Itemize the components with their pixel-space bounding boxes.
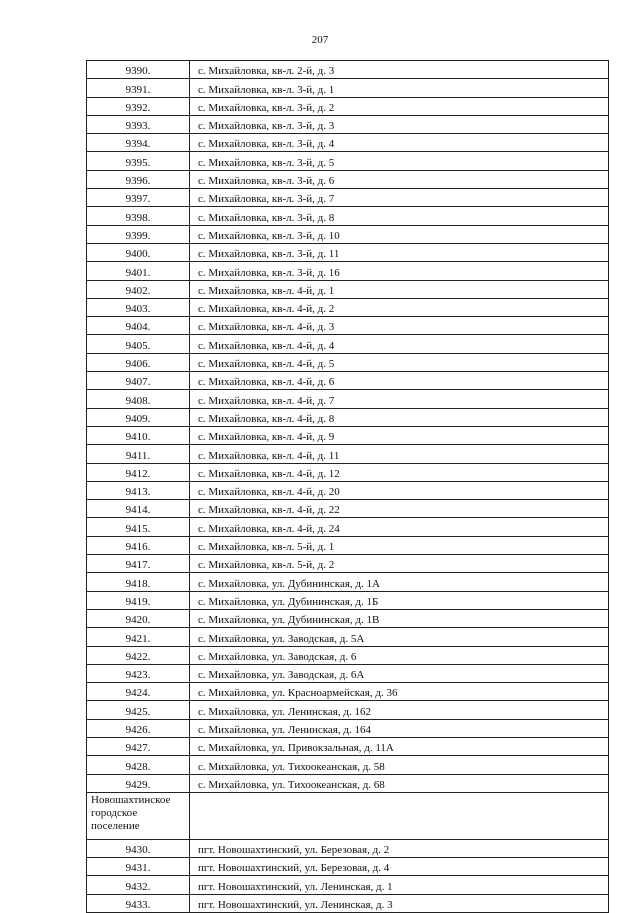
row-address: с. Михайловка, ул. Дубининская, д. 1А — [190, 573, 609, 591]
table-row — [87, 189, 609, 207]
row-address: с. Михайловка, кв-л. 4-й, д. 4 — [190, 335, 609, 353]
row-address: с. Михайловка, кв-л. 5-й, д. 2 — [190, 555, 609, 573]
row-address: с. Михайловка, кв-л. 4-й, д. 11 — [190, 445, 609, 463]
table-row — [87, 894, 609, 912]
row-address: с. Михайловка, кв-л. 3-й, д. 16 — [190, 262, 609, 280]
row-number: 9392. — [87, 97, 190, 115]
row-number: 9405. — [87, 335, 190, 353]
row-number: 9402. — [87, 280, 190, 298]
table-row — [87, 152, 609, 170]
row-number: 9398. — [87, 207, 190, 225]
row-address: пгт. Новошахтинский, ул. Березовая, д. 2 — [190, 839, 609, 857]
row-number: 9407. — [87, 372, 190, 390]
table-row — [87, 298, 609, 316]
table-row — [87, 207, 609, 225]
row-number: 9413. — [87, 481, 190, 499]
row-number: 9410. — [87, 426, 190, 444]
table-row — [87, 839, 609, 857]
row-number: 9430. — [87, 839, 190, 857]
row-address: с. Михайловка, ул. Ленинская, д. 162 — [190, 701, 609, 719]
table-row — [87, 61, 609, 79]
table-row — [87, 262, 609, 280]
row-address: с. Михайловка, ул. Заводская, д. 5А — [190, 628, 609, 646]
row-number: 9397. — [87, 189, 190, 207]
table-row — [87, 500, 609, 518]
row-number: 9433. — [87, 894, 190, 912]
row-number: 9425. — [87, 701, 190, 719]
row-number: 9416. — [87, 536, 190, 554]
table-row — [87, 858, 609, 876]
row-address: с. Михайловка, кв-л. 4-й, д. 9 — [190, 426, 609, 444]
table-row — [87, 115, 609, 133]
row-address: с. Михайловка, кв-л. 2-й, д. 3 — [190, 61, 609, 79]
table-row — [87, 719, 609, 737]
row-number: 9396. — [87, 170, 190, 188]
table-row — [87, 518, 609, 536]
row-address: с. Михайловка, кв-л. 4-й, д. 1 — [190, 280, 609, 298]
table-row — [87, 372, 609, 390]
table-row — [87, 280, 609, 298]
page-number: 207 — [311, 34, 329, 46]
row-address: пгт. Новошахтинский, ул. Березовая, д. 4 — [190, 858, 609, 876]
row-number: 9393. — [87, 115, 190, 133]
row-number: 9399. — [87, 225, 190, 243]
table-row — [87, 243, 609, 261]
row-number: 9421. — [87, 628, 190, 646]
row-number: 9417. — [87, 555, 190, 573]
table-row — [87, 756, 609, 774]
row-address: с. Михайловка, ул. Тихоокеанская, д. 58 — [190, 756, 609, 774]
table-row — [87, 876, 609, 894]
address-table — [86, 60, 609, 913]
row-number: 9424. — [87, 683, 190, 701]
table-row — [87, 97, 609, 115]
table-row — [87, 664, 609, 682]
row-number: 9432. — [87, 876, 190, 894]
row-address: с. Михайловка, кв-л. 3-й, д. 1 — [190, 79, 609, 97]
row-address: с. Михайловка, кв-л. 3-й, д. 8 — [190, 207, 609, 225]
table-row — [87, 79, 609, 97]
row-number: 9422. — [87, 646, 190, 664]
row-address: с. Михайловка, ул. Заводская, д. 6А — [190, 664, 609, 682]
table-row — [87, 408, 609, 426]
table-row — [87, 609, 609, 627]
row-address: с. Михайловка, кв-л. 4-й, д. 20 — [190, 481, 609, 499]
row-address: с. Михайловка, ул. Привокзальная, д. 11А — [190, 737, 609, 755]
row-address: с. Михайловка, кв-л. 3-й, д. 7 — [190, 189, 609, 207]
table-row — [87, 445, 609, 463]
row-number: 9391. — [87, 79, 190, 97]
row-number: 9394. — [87, 134, 190, 152]
row-address: с. Михайловка, кв-л. 3-й, д. 11 — [190, 243, 609, 261]
row-address: с. Михайловка, кв-л. 3-й, д. 4 — [190, 134, 609, 152]
row-address: с. Михайловка, кв-л. 3-й, д. 5 — [190, 152, 609, 170]
row-address: с. Михайловка, кв-л. 3-й, д. 3 — [190, 115, 609, 133]
table-row — [87, 573, 609, 591]
row-number: 9423. — [87, 664, 190, 682]
table-row — [87, 555, 609, 573]
row-address: с. Михайловка, кв-л. 4-й, д. 6 — [190, 372, 609, 390]
table-row — [87, 426, 609, 444]
table-row — [87, 737, 609, 755]
row-number: 9419. — [87, 591, 190, 609]
table-row — [87, 335, 609, 353]
row-address: с. Михайловка, кв-л. 4-й, д. 22 — [190, 500, 609, 518]
row-number: 9406. — [87, 353, 190, 371]
table-row — [87, 225, 609, 243]
address-table-body — [87, 61, 609, 913]
table-row — [87, 390, 609, 408]
section-title: Новошахтинское городское поселение — [87, 792, 190, 839]
table-row — [87, 591, 609, 609]
table-row — [87, 536, 609, 554]
row-number: 9409. — [87, 408, 190, 426]
row-address: с. Михайловка, кв-л. 4-й, д. 8 — [190, 408, 609, 426]
row-number: 9412. — [87, 463, 190, 481]
row-number: 9429. — [87, 774, 190, 792]
table-row — [87, 628, 609, 646]
table-row — [87, 134, 609, 152]
row-address: с. Михайловка, кв-л. 3-й, д. 10 — [190, 225, 609, 243]
row-address: пгт. Новошахтинский, ул. Ленинская, д. 1 — [190, 876, 609, 894]
row-number: 9427. — [87, 737, 190, 755]
row-address: с. Михайловка, кв-л. 5-й, д. 1 — [190, 536, 609, 554]
table-row — [87, 170, 609, 188]
row-number: 9431. — [87, 858, 190, 876]
section-address — [190, 792, 609, 839]
row-address: с. Михайловка, кв-л. 3-й, д. 2 — [190, 97, 609, 115]
row-address: с. Михайловка, кв-л. 4-й, д. 5 — [190, 353, 609, 371]
row-number: 9415. — [87, 518, 190, 536]
row-address: с. Михайловка, ул. Дубининская, д. 1Б — [190, 591, 609, 609]
row-address: с. Михайловка, ул. Красноармейская, д. 36 — [190, 683, 609, 701]
row-address: пгт. Новошахтинский, ул. Ленинская, д. 3 — [190, 894, 609, 912]
row-number: 9408. — [87, 390, 190, 408]
row-number: 9403. — [87, 298, 190, 316]
row-address: с. Михайловка, ул. Дубининская, д. 1В — [190, 609, 609, 627]
row-number: 9400. — [87, 243, 190, 261]
table-row — [87, 646, 609, 664]
row-address: с. Михайловка, кв-л. 4-й, д. 7 — [190, 390, 609, 408]
row-number: 9401. — [87, 262, 190, 280]
table-row — [87, 774, 609, 792]
table-row — [87, 701, 609, 719]
row-address: с. Михайловка, ул. Ленинская, д. 164 — [190, 719, 609, 737]
row-address: с. Михайловка, ул. Заводская, д. 6 — [190, 646, 609, 664]
table-row — [87, 353, 609, 371]
row-address: с. Михайловка, кв-л. 4-й, д. 3 — [190, 317, 609, 335]
row-number: 9414. — [87, 500, 190, 518]
row-address: с. Михайловка, кв-л. 4-й, д. 12 — [190, 463, 609, 481]
row-number: 9426. — [87, 719, 190, 737]
table-row — [87, 463, 609, 481]
table-row — [87, 317, 609, 335]
section-row — [87, 792, 609, 839]
row-number: 9411. — [87, 445, 190, 463]
row-address: с. Михайловка, кв-л. 4-й, д. 24 — [190, 518, 609, 536]
row-number: 9404. — [87, 317, 190, 335]
row-address: с. Михайловка, ул. Тихоокеанская, д. 68 — [190, 774, 609, 792]
row-number: 9428. — [87, 756, 190, 774]
row-number: 9390. — [87, 61, 190, 79]
table-row — [87, 683, 609, 701]
row-number: 9395. — [87, 152, 190, 170]
row-number: 9420. — [87, 609, 190, 627]
table-row — [87, 481, 609, 499]
row-address: с. Михайловка, кв-л. 4-й, д. 2 — [190, 298, 609, 316]
row-address: с. Михайловка, кв-л. 3-й, д. 6 — [190, 170, 609, 188]
row-number: 9418. — [87, 573, 190, 591]
